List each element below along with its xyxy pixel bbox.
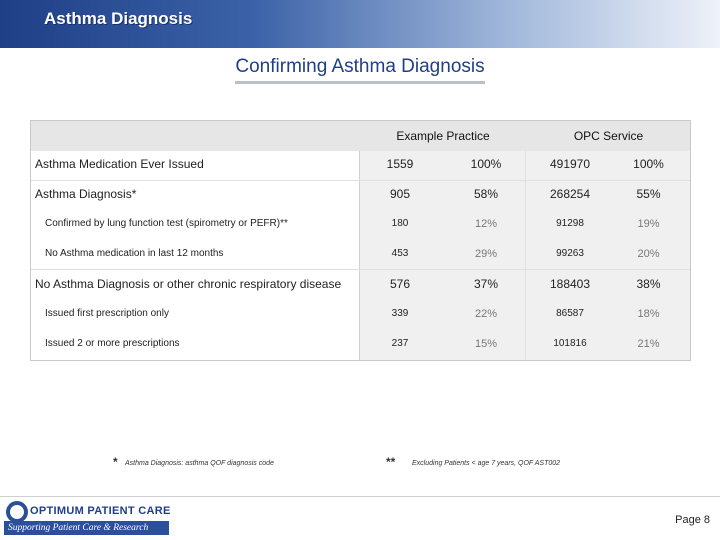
table-row xyxy=(31,209,690,239)
table-row xyxy=(31,179,690,209)
opc-percent: 19% xyxy=(637,218,660,230)
logo-wordmark: OPTIMUM PATIENT CARE xyxy=(30,505,171,517)
row-label: Asthma Medication Ever Issued xyxy=(35,157,204,171)
row-label: Asthma Diagnosis* xyxy=(35,187,137,201)
footer-divider xyxy=(0,496,720,497)
opc-count: 188403 xyxy=(549,277,591,291)
example-practice-percent: 22% xyxy=(474,308,498,320)
row-label: Issued 2 or more prescriptions xyxy=(45,338,180,349)
table-row xyxy=(31,329,690,359)
slide-title-wrap xyxy=(0,56,720,84)
example-practice-count: 1559 xyxy=(386,157,414,171)
logo-ring-icon xyxy=(6,501,28,523)
example-practice-percent: 100% xyxy=(470,157,502,171)
opc-count: 86587 xyxy=(556,308,584,319)
opc-count: 99263 xyxy=(556,248,584,259)
row-label: Confirmed by lung function test (spirometry or PEFR)** xyxy=(45,218,288,229)
data-table xyxy=(30,120,691,361)
row-label: Issued first prescription only xyxy=(45,308,169,319)
company-logo xyxy=(4,499,169,537)
footnote-text: Excluding Patients < age 7 years, QOF AST002 xyxy=(412,460,561,467)
table-header-row xyxy=(31,121,690,151)
row-label: No Asthma medication in last 12 months xyxy=(45,248,224,259)
table-row xyxy=(31,299,690,329)
opc-count: 101816 xyxy=(553,338,587,349)
footnote-marker: * xyxy=(113,455,118,469)
logo-tagline: Supporting Patient Care & Research xyxy=(4,521,169,535)
example-practice-percent: 58% xyxy=(473,187,499,201)
row-label: No Asthma Diagnosis or other chronic respiratory disease xyxy=(35,277,342,291)
opc-count: 491970 xyxy=(549,157,591,171)
example-practice-percent: 37% xyxy=(473,277,499,291)
example-practice-count: 180 xyxy=(391,218,409,229)
header-title: Asthma Diagnosis xyxy=(44,9,193,28)
opc-count: 91298 xyxy=(556,218,584,229)
footnote-text: Asthma Diagnosis: asthma QOF diagnosis code xyxy=(125,460,274,467)
table-row xyxy=(31,239,690,269)
example-practice-count: 576 xyxy=(389,277,411,291)
footnote-marker: ** xyxy=(386,455,396,469)
opc-count: 268254 xyxy=(549,187,591,201)
example-practice-percent: 29% xyxy=(474,248,498,260)
example-practice-count: 339 xyxy=(391,308,409,319)
slide-title: Confirming Asthma Diagnosis xyxy=(235,56,484,84)
opc-percent: 21% xyxy=(637,338,660,350)
table-row xyxy=(31,269,690,299)
example-practice-count: 237 xyxy=(391,338,409,349)
example-practice-count: 453 xyxy=(391,248,409,259)
opc-percent: 18% xyxy=(637,308,660,320)
opc-percent: 38% xyxy=(636,277,661,291)
header-opc-service: OPC Service xyxy=(573,129,644,143)
table-row xyxy=(31,149,690,179)
example-practice-percent: 12% xyxy=(474,218,498,230)
opc-percent: 100% xyxy=(633,157,664,171)
example-practice-percent: 15% xyxy=(474,338,498,350)
opc-percent: 20% xyxy=(637,248,660,260)
example-practice-count: 905 xyxy=(389,187,411,201)
page-number: Page 8 xyxy=(675,514,710,526)
opc-percent: 55% xyxy=(636,187,661,201)
header-example-practice: Example Practice xyxy=(396,129,490,143)
